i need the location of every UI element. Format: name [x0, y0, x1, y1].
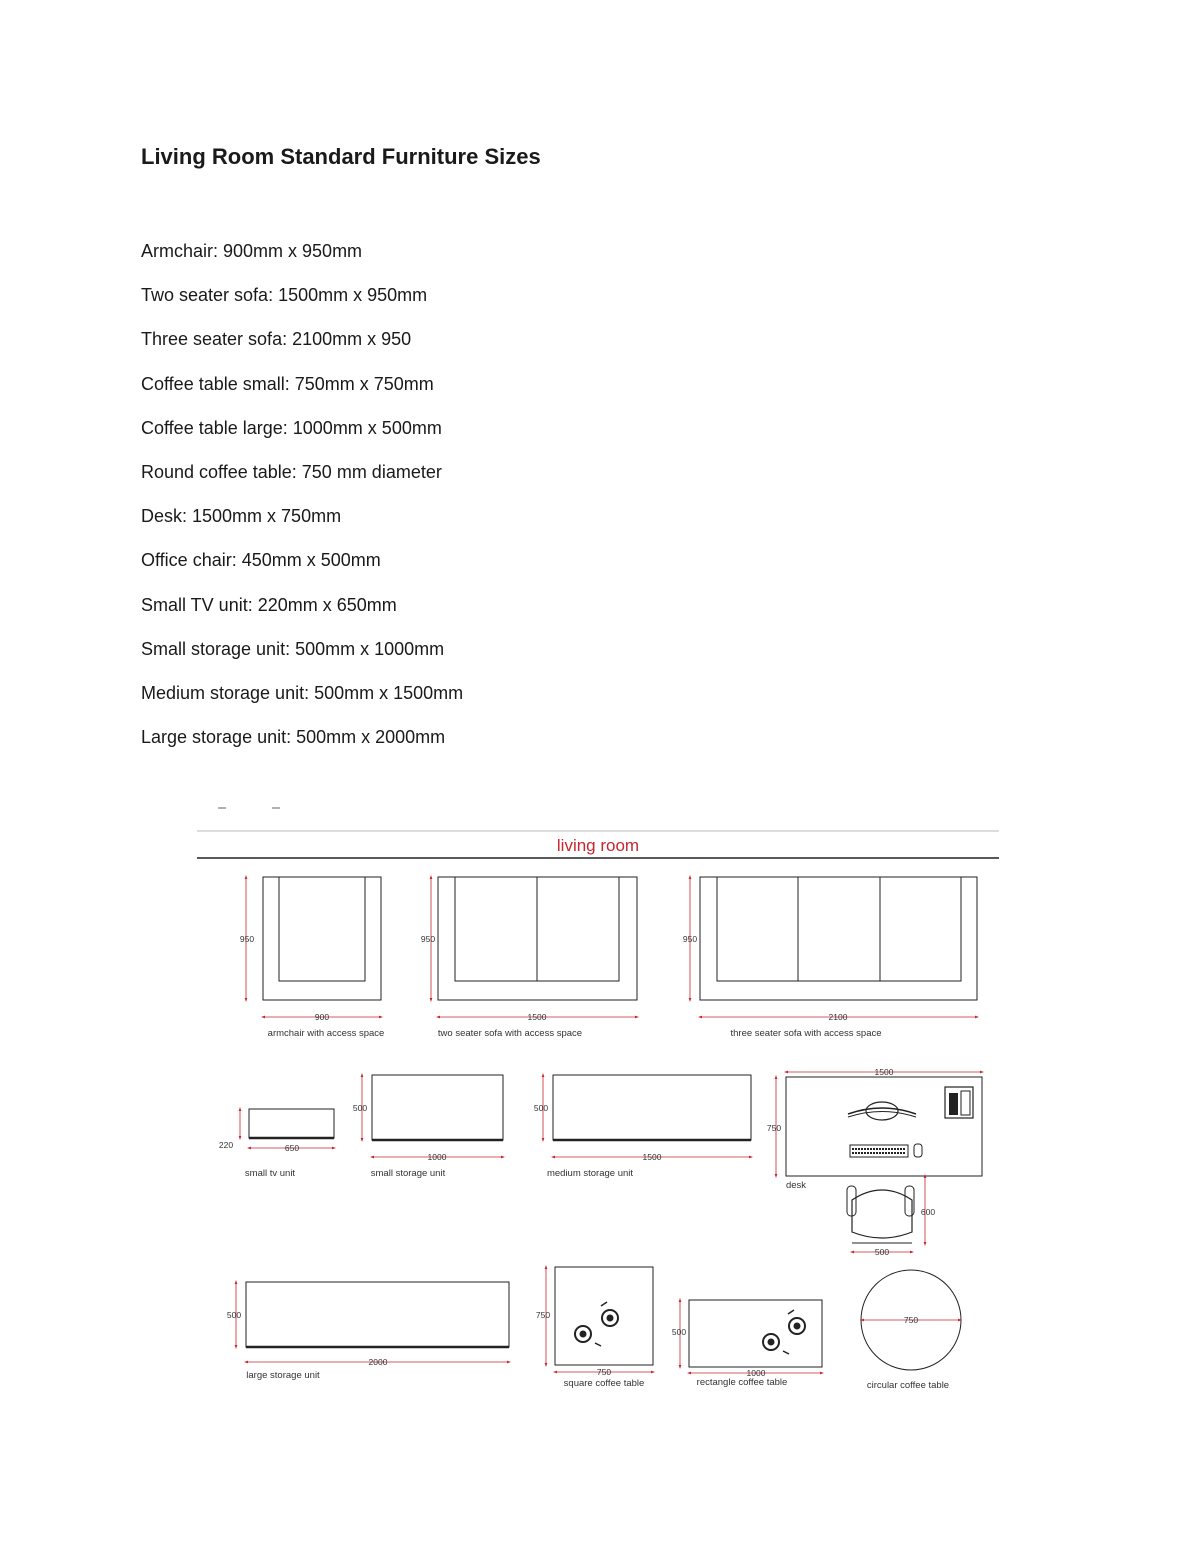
spec-round-coffee-table: Round coffee table: 750 mm diameter: [141, 461, 442, 482]
small-storage-height-label: 500: [352, 1103, 368, 1113]
armchair-outline: [263, 877, 381, 1000]
spec-armchair: Armchair: 900mm x 950mm: [141, 241, 363, 261]
large-storage-caption: large storage unit: [246, 1370, 320, 1381]
rect-table-height-label: 500: [671, 1327, 687, 1337]
monitor-icon: [848, 1102, 916, 1120]
desk-plan: [767, 1067, 982, 1191]
tv-unit-height-label: 220: [218, 1140, 234, 1150]
circular-table-diameter-label: 750: [903, 1315, 919, 1325]
tv-unit-outline: [249, 1109, 334, 1138]
chair-width-label: 500: [874, 1247, 890, 1257]
medium-storage-outline: [553, 1075, 751, 1140]
spec-medium-storage-unit: Medium storage unit: 500mm x 1500mm: [141, 682, 464, 703]
small-storage-width-label: 1000: [427, 1152, 447, 1162]
chair-height-label: 600: [920, 1207, 936, 1217]
square-table-outline: [555, 1267, 653, 1365]
spec-coffee-table-small: Coffee table small: 750mm x 750mm: [141, 373, 434, 394]
two-seater-height-label: 950: [420, 934, 436, 944]
rect-table-width-label: 1000: [746, 1368, 766, 1378]
armchair-seat: [279, 877, 365, 981]
small-storage-caption: small storage unit: [370, 1168, 446, 1179]
desk-width-label: 1500: [874, 1067, 894, 1077]
office-chair-plan: [847, 1176, 935, 1257]
small-storage-unit-plan: [353, 1075, 503, 1179]
large-storage-width-label: 2000: [368, 1357, 388, 1367]
three-seater-outline: [700, 877, 977, 1000]
square-table-height-label: 750: [535, 1310, 551, 1320]
small-storage-outline: [372, 1075, 503, 1140]
medium-storage-unit-plan: [534, 1075, 751, 1179]
medium-storage-width-label: 1500: [642, 1152, 662, 1162]
two-seater-width-label: 1500: [527, 1012, 547, 1022]
armchair-width-label: 900: [314, 1012, 330, 1022]
phone-icon: [945, 1087, 973, 1118]
three-seater-height-label: 950: [682, 934, 698, 944]
cups-icon: [763, 1310, 805, 1354]
tv-unit-caption: small tv unit: [244, 1168, 296, 1179]
desk-outline: [786, 1077, 982, 1176]
spec-desk: Desk: 1500mm x 750mm: [141, 506, 342, 527]
small-tv-unit-plan: [219, 1109, 334, 1179]
large-storage-unit-plan: [227, 1282, 509, 1381]
three-seater-sofa-plan: [683, 877, 977, 1039]
desk-height-label: 750: [766, 1123, 782, 1133]
large-storage-height-label: 500: [226, 1310, 242, 1320]
drawing-header: [197, 808, 999, 858]
keyboard-icon: [850, 1144, 922, 1157]
three-seater-caption: three seater sofa with access space: [730, 1028, 882, 1039]
two-seater-caption: two seater sofa with access space: [437, 1028, 583, 1039]
medium-storage-caption: medium storage unit: [546, 1168, 634, 1179]
cups-icon: [575, 1302, 618, 1346]
rect-table-outline: [689, 1300, 822, 1367]
large-storage-outline: [246, 1282, 509, 1347]
spec-two-seater-sofa: Two seater sofa: 1500mm x 950mm: [141, 285, 428, 306]
three-seater-seat: [717, 877, 961, 981]
medium-storage-height-label: 500: [533, 1103, 549, 1113]
circular-table-caption: circular coffee table: [866, 1380, 950, 1391]
spec-large-storage-unit: Large storage unit: 500mm x 2000mm: [141, 727, 446, 748]
spec-coffee-table-large: Coffee table large: 1000mm x 500mm: [141, 417, 442, 438]
rect-table-caption: rectangle coffee table: [696, 1377, 788, 1388]
chair-seat: [852, 1190, 912, 1238]
armchair-caption: armchair with access space: [267, 1028, 385, 1039]
armchair-plan: [240, 877, 384, 1039]
spec-small-storage-unit: Small storage unit: 500mm x 1000mm: [141, 638, 445, 659]
square-table-width-label: 750: [596, 1367, 612, 1377]
square-table-caption: square coffee table: [563, 1378, 645, 1389]
three-seater-width-label: 2100: [828, 1012, 848, 1022]
circular-coffee-table-plan: [861, 1270, 961, 1391]
desk-caption: desk: [785, 1180, 807, 1191]
square-coffee-table-plan: [536, 1267, 653, 1389]
spec-small-tv-unit: Small TV unit: 220mm x 650mm: [141, 594, 397, 615]
rectangle-coffee-table-plan: [672, 1300, 822, 1388]
spec-three-seater-sofa: Three seater sofa: 2100mm x 950: [141, 329, 412, 350]
spec-office-chair: Office chair: 450mm x 500mm: [141, 550, 381, 571]
armchair-height-label: 950: [239, 934, 255, 944]
tv-unit-width-label: 650: [284, 1143, 300, 1153]
two-seater-sofa-plan: [421, 877, 637, 1039]
section-title: living room: [556, 836, 640, 855]
page-title: Living Room Standard Furniture Sizes: [141, 144, 541, 169]
